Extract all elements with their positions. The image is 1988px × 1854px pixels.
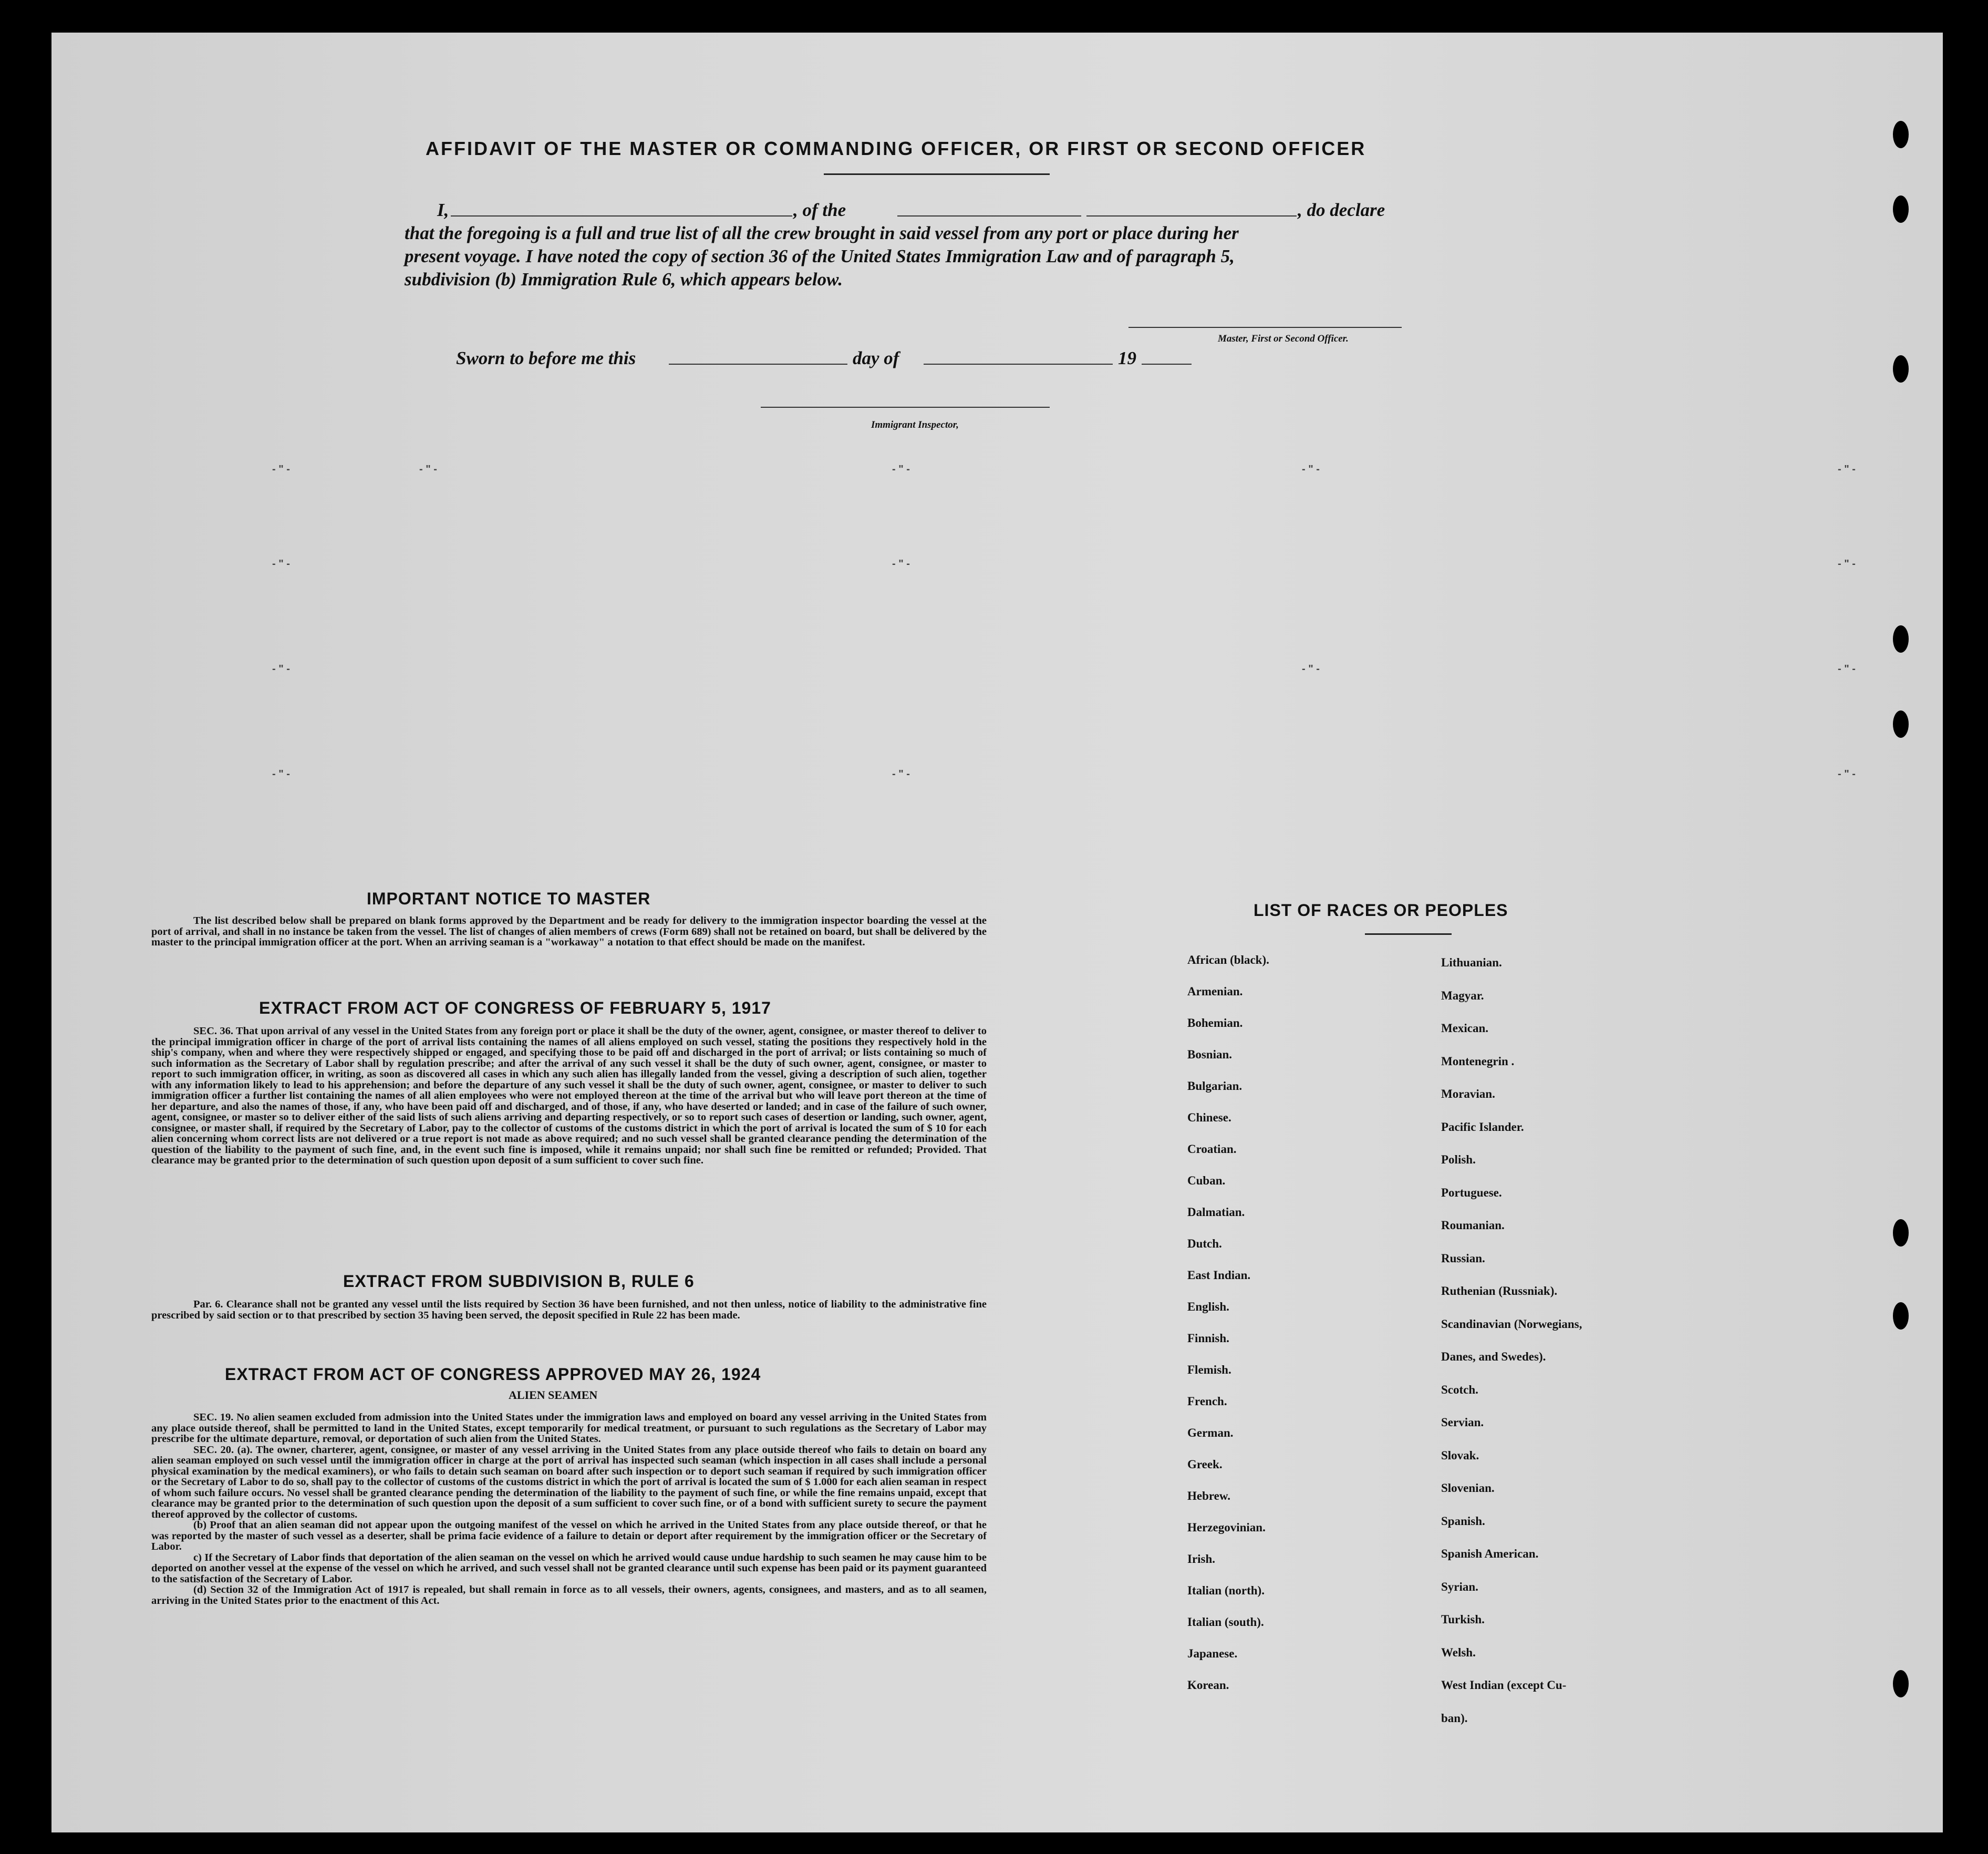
race-entry: West Indian (except Cu- [1441, 1678, 1567, 1692]
race-entry: Mexican. [1441, 1022, 1489, 1035]
race-entry: Servian. [1441, 1416, 1484, 1429]
binder-hole [1893, 1219, 1909, 1247]
race-entry: Syrian. [1441, 1580, 1478, 1593]
ditto-mark: - " - [1302, 464, 1320, 475]
race-entry: East Indian. [1187, 1269, 1251, 1282]
affidavit-line-2: present voyage. I have noted the copy of section 36 of the United States Immigration Law and of paragraph 5, [405, 246, 1235, 266]
binder-hole [1893, 355, 1909, 383]
race-entry: Italian (south). [1187, 1615, 1264, 1629]
race-entry: Hebrew. [1187, 1489, 1230, 1502]
race-entry: Polish. [1441, 1153, 1476, 1166]
race-entry: Italian (north). [1187, 1584, 1265, 1597]
name-blank [451, 215, 792, 217]
race-entry: Herzegovinian. [1187, 1521, 1266, 1534]
affidavit-do-declare: , do declare [1298, 200, 1385, 220]
master-signature-line [1128, 327, 1402, 328]
sworn-month-blank [924, 364, 1113, 365]
race-entry: Montenegrin . [1441, 1054, 1515, 1068]
race-entry: Slovak. [1441, 1448, 1479, 1462]
race-entry: Finnish. [1187, 1332, 1229, 1345]
ditto-mark: - " - [1838, 663, 1856, 675]
race-entry: Russian. [1441, 1251, 1485, 1265]
ditto-mark: - " - [892, 464, 910, 475]
race-entry: Greek. [1187, 1458, 1223, 1471]
race-entry: English. [1187, 1300, 1229, 1313]
race-entry: Welsh. [1441, 1645, 1476, 1659]
act-1917-text: SEC. 36. That upon arrival of any vessel in the United States from any foreign port or place it shall be the duty of the owner, agent, consignee, or master thereof to deliver to the principal immigration officer in charge of the port of arrival lists containing the names of all aliens employed on such vessel, stating the positions they respectively hold in the ship's company, when and where they were respectively shipped or engaged, and specifying those to be paid off and discharged in the port of arrival; or lists containing so much of such information as the Secretary of Labor shall by regulation prescribe; and after the arrival of any such vessel it shall be the duty of such owner, agent, consignee, or master to report to such immigration officer, in writing, as soon as discovered all cases in which any such alien has illegally landed from the vessel, giving a description of such alien, together with any information likely to lead to his apprehension; and before the departure of any such vessel it shall be the duty of such owner, agent, consignee, or master to deliver to such immigration officer a further list containing the names of all alien employees who were not employed thereon at the time of the arrival but who will leave port thereon at the time of her departure, and also the names of those, if any, who have been paid off and discharged, and of those, if any, who have deserted or landed; and in case of the failure of such owner, agent, consignee, or master so to deliver either of the said lists of such aliens arriving and departing respectively, or so to report such cases of desertion or landing, such owner, agent, consignee, or master shall, if required by the Secretary of Labor, pay to the collector of customs of the customs district in which the port of arrival is located the sum of $ 10 for each alien concerning whom correct lists are not delivered or a true report is not made as above required; and no such vessel shall be granted clearance pending the determination of the question of the liability to the payment of such fine, and, in the event such fine is imposed, while it remains unpaid; nor shall such fine be remitted or refunded; Provided. That clearance may be granted prior to the determination of such question upon deposit of a sum sufficient to cover such fine. [151, 1025, 987, 1166]
race-entry: Japanese. [1187, 1647, 1238, 1660]
ditto-mark: - " - [419, 464, 437, 475]
race-entry: Spanish American. [1441, 1547, 1539, 1560]
sworn-text: Sworn to before me this [456, 348, 636, 368]
ditto-mark: - " - [272, 558, 290, 570]
vessel-blank-1 [897, 215, 1081, 217]
binder-hole [1893, 1670, 1909, 1697]
affidavit-line-3: subdivision (b) Immigration Rule 6, which appears below. [405, 269, 843, 290]
title-rule [824, 173, 1050, 175]
rule-6-title: EXTRACT FROM SUBDIVISION B, RULE 6 [343, 1272, 695, 1291]
race-entry: African (black). [1187, 953, 1269, 966]
race-entry: Slovenian. [1441, 1481, 1495, 1495]
race-entry: Turkish. [1441, 1613, 1485, 1626]
binder-hole [1893, 121, 1909, 148]
race-entry: ban). [1441, 1711, 1468, 1725]
race-entry: Scotch. [1441, 1383, 1478, 1396]
sworn-day-blank [669, 364, 847, 365]
inspector-signature-line [761, 407, 1050, 408]
inspector-label: Immigrant Inspector, [871, 419, 959, 430]
race-entry: Danes, and Swedes). [1441, 1350, 1546, 1363]
race-entry: Cuban. [1187, 1174, 1226, 1187]
race-entry: Spanish. [1441, 1514, 1485, 1528]
binder-hole [1893, 625, 1909, 653]
affidavit-line-1: that the foregoing is a full and true list of all the crew brought in said vessel from any port or place during her [405, 223, 1239, 243]
master-label: Master, First or Second Officer. [1218, 333, 1349, 344]
ditto-mark: - " - [272, 768, 290, 780]
race-entry: Lithuanian. [1441, 956, 1502, 969]
race-entry: Pacific Islander. [1441, 1120, 1524, 1134]
race-entry: Croatian. [1187, 1142, 1237, 1156]
affidavit-title: AFFIDAVIT OF THE MASTER OR COMMANDING OFFICER, OR FIRST OR SECOND OFFICER [426, 138, 1366, 159]
race-entry: Portuguese. [1441, 1186, 1502, 1199]
race-entry: Scandinavian (Norwegians, [1441, 1317, 1582, 1331]
affidavit-i: I, [437, 200, 449, 220]
act-1924-title: EXTRACT FROM ACT OF CONGRESS APPROVED MAY 26, 1924 [225, 1365, 761, 1384]
race-entry: French. [1187, 1395, 1227, 1408]
ditto-mark: - " - [272, 663, 290, 675]
race-entry: Bosnian. [1187, 1048, 1233, 1061]
race-entry: Bulgarian. [1187, 1079, 1242, 1093]
race-entry: German. [1187, 1426, 1234, 1439]
race-entry: Dutch. [1187, 1237, 1222, 1250]
ditto-mark: - " - [1838, 768, 1856, 780]
act-1924-text: SEC. 19. No alien seamen excluded from admission into the United States under the immigration laws and employed on board any vessel arriving in the United States from any place outside thereof, shall be permitted to land in the United States, except temporarily for medical treatment, or pursuant to such regulations as the Secretary of Labor may prescribe for the ultimate departure, removal, or deportation of such alien from the United States. SEC. 20. (a). The owner, charterer, agent, consignee, or master of any vessel arriving in the United States from any place outside thereof who fails to detain on board any alien seaman employed on such vessel until the immigration officer in charge at the port of arrival has inspected such seaman (which inspection in all cases shall include a personal physical examination by the medical examiners), or who fails to detain such seaman on board after such inspection or to deport such seaman if required by such immigration officer or the Secretary of Labor to do so, shall pay to the collector of customs of the customs district in which the port of arrival is located the sum of $ 1.000 for each alien seaman in respect of whom such failure occurs. No vessel shall be granted clearance pending the determination of the liability to the payment of such fine, or while the fine remains unpaid, except that clearance may be granted prior to the determination of such question upon the deposit of a sum sufficient to cover such fine, or of a bond with sufficient surety to secure the payment thereof approved by the collector of customs. (b) Proof that an alien seaman did not appear upon the outgoing manifest of the vessel on which he arrived in the United States from any place outside thereof, or that he was reported by the master of such vessel as a deserter, shall be prima facie evidence of a failure to detain or deport after requirement by the immigration officer or the Secretary of Labor. c) If the Secretary of Labor finds that deportation of the alien seaman on the vessel on which he arrived would cause undue hardship to such seamen he may cause him to be deported on another vessel at the expense of the vessel on which he arrived, and such vessel shall not be granted clearance until such expense has been paid or its payment guaranteed to the satisfaction of the Secretary of Labor. (d) Section 32 of the Immigration Act of 1917 is repealed, but shall remain in force as to all vessels, their owners, agents, consignees, and masters, and as to all seamen, arriving in the United States prior to the enactment of this Act. [151, 1412, 987, 1606]
act-1917-title: EXTRACT FROM ACT OF CONGRESS OF FEBRUARY 5, 1917 [259, 998, 771, 1017]
race-entry: Dalmatian. [1187, 1206, 1245, 1219]
notice-title: IMPORTANT NOTICE TO MASTER [367, 889, 651, 908]
race-entry: Bohemian. [1187, 1016, 1243, 1029]
ditto-mark: - " - [272, 464, 290, 475]
race-entry: Chinese. [1187, 1111, 1231, 1124]
race-entry: Armenian. [1187, 985, 1243, 998]
ditto-mark: - " - [1838, 464, 1856, 475]
year-prefix: 19 [1118, 348, 1136, 368]
affidavit-of-the: , of the [793, 200, 846, 220]
rule-6-text: Par. 6. Clearance shall not be granted any vessel until the lists required by Section 36 have been furnished, and not then unless, notice of liability to the administrative fine prescribed by said section or to that prescribed by section 35 having been served, the deposit specified in Rule 22 has been made. [151, 1299, 987, 1321]
ditto-mark: - " - [1838, 558, 1856, 570]
ditto-mark: - " - [1302, 663, 1320, 675]
binder-hole [1893, 195, 1909, 223]
binder-hole [1893, 1302, 1909, 1330]
ditto-mark: - " - [892, 558, 910, 570]
binder-hole [1893, 710, 1909, 738]
race-entry: Roumanian. [1441, 1219, 1505, 1232]
alien-seamen-subtitle: ALIEN SEAMEN [509, 1388, 598, 1402]
day-of-text: day of [853, 348, 899, 368]
race-entry: Korean. [1187, 1678, 1229, 1692]
notice-text: The list described below shall be prepared on blank forms approved by the Department and be ready for delivery to the immigration inspector boarding the vessel at the port of arrival, and shall in no instance be taken from the vessel. The list of changes of alien members of crews (Form 689) shall not be retained on board, but shall be delivered by the master to the principal immigration officer at the port. When an arriving seaman is a "workaway" a notation to that effect should be made on the manifest. [151, 915, 987, 948]
races-rule [1365, 933, 1452, 935]
races-title: LIST OF RACES OR PEOPLES [1254, 901, 1508, 920]
race-entry: Flemish. [1187, 1363, 1231, 1376]
race-entry: Irish. [1187, 1552, 1216, 1565]
vessel-blank-2 [1086, 215, 1297, 217]
ditto-mark: - " - [892, 768, 910, 780]
document-sheet [51, 33, 1943, 1832]
race-entry: Magyar. [1441, 988, 1484, 1002]
race-entry: Ruthenian (Russniak). [1441, 1284, 1558, 1297]
race-entry: Moravian. [1441, 1087, 1495, 1100]
sworn-year-blank [1142, 364, 1192, 365]
